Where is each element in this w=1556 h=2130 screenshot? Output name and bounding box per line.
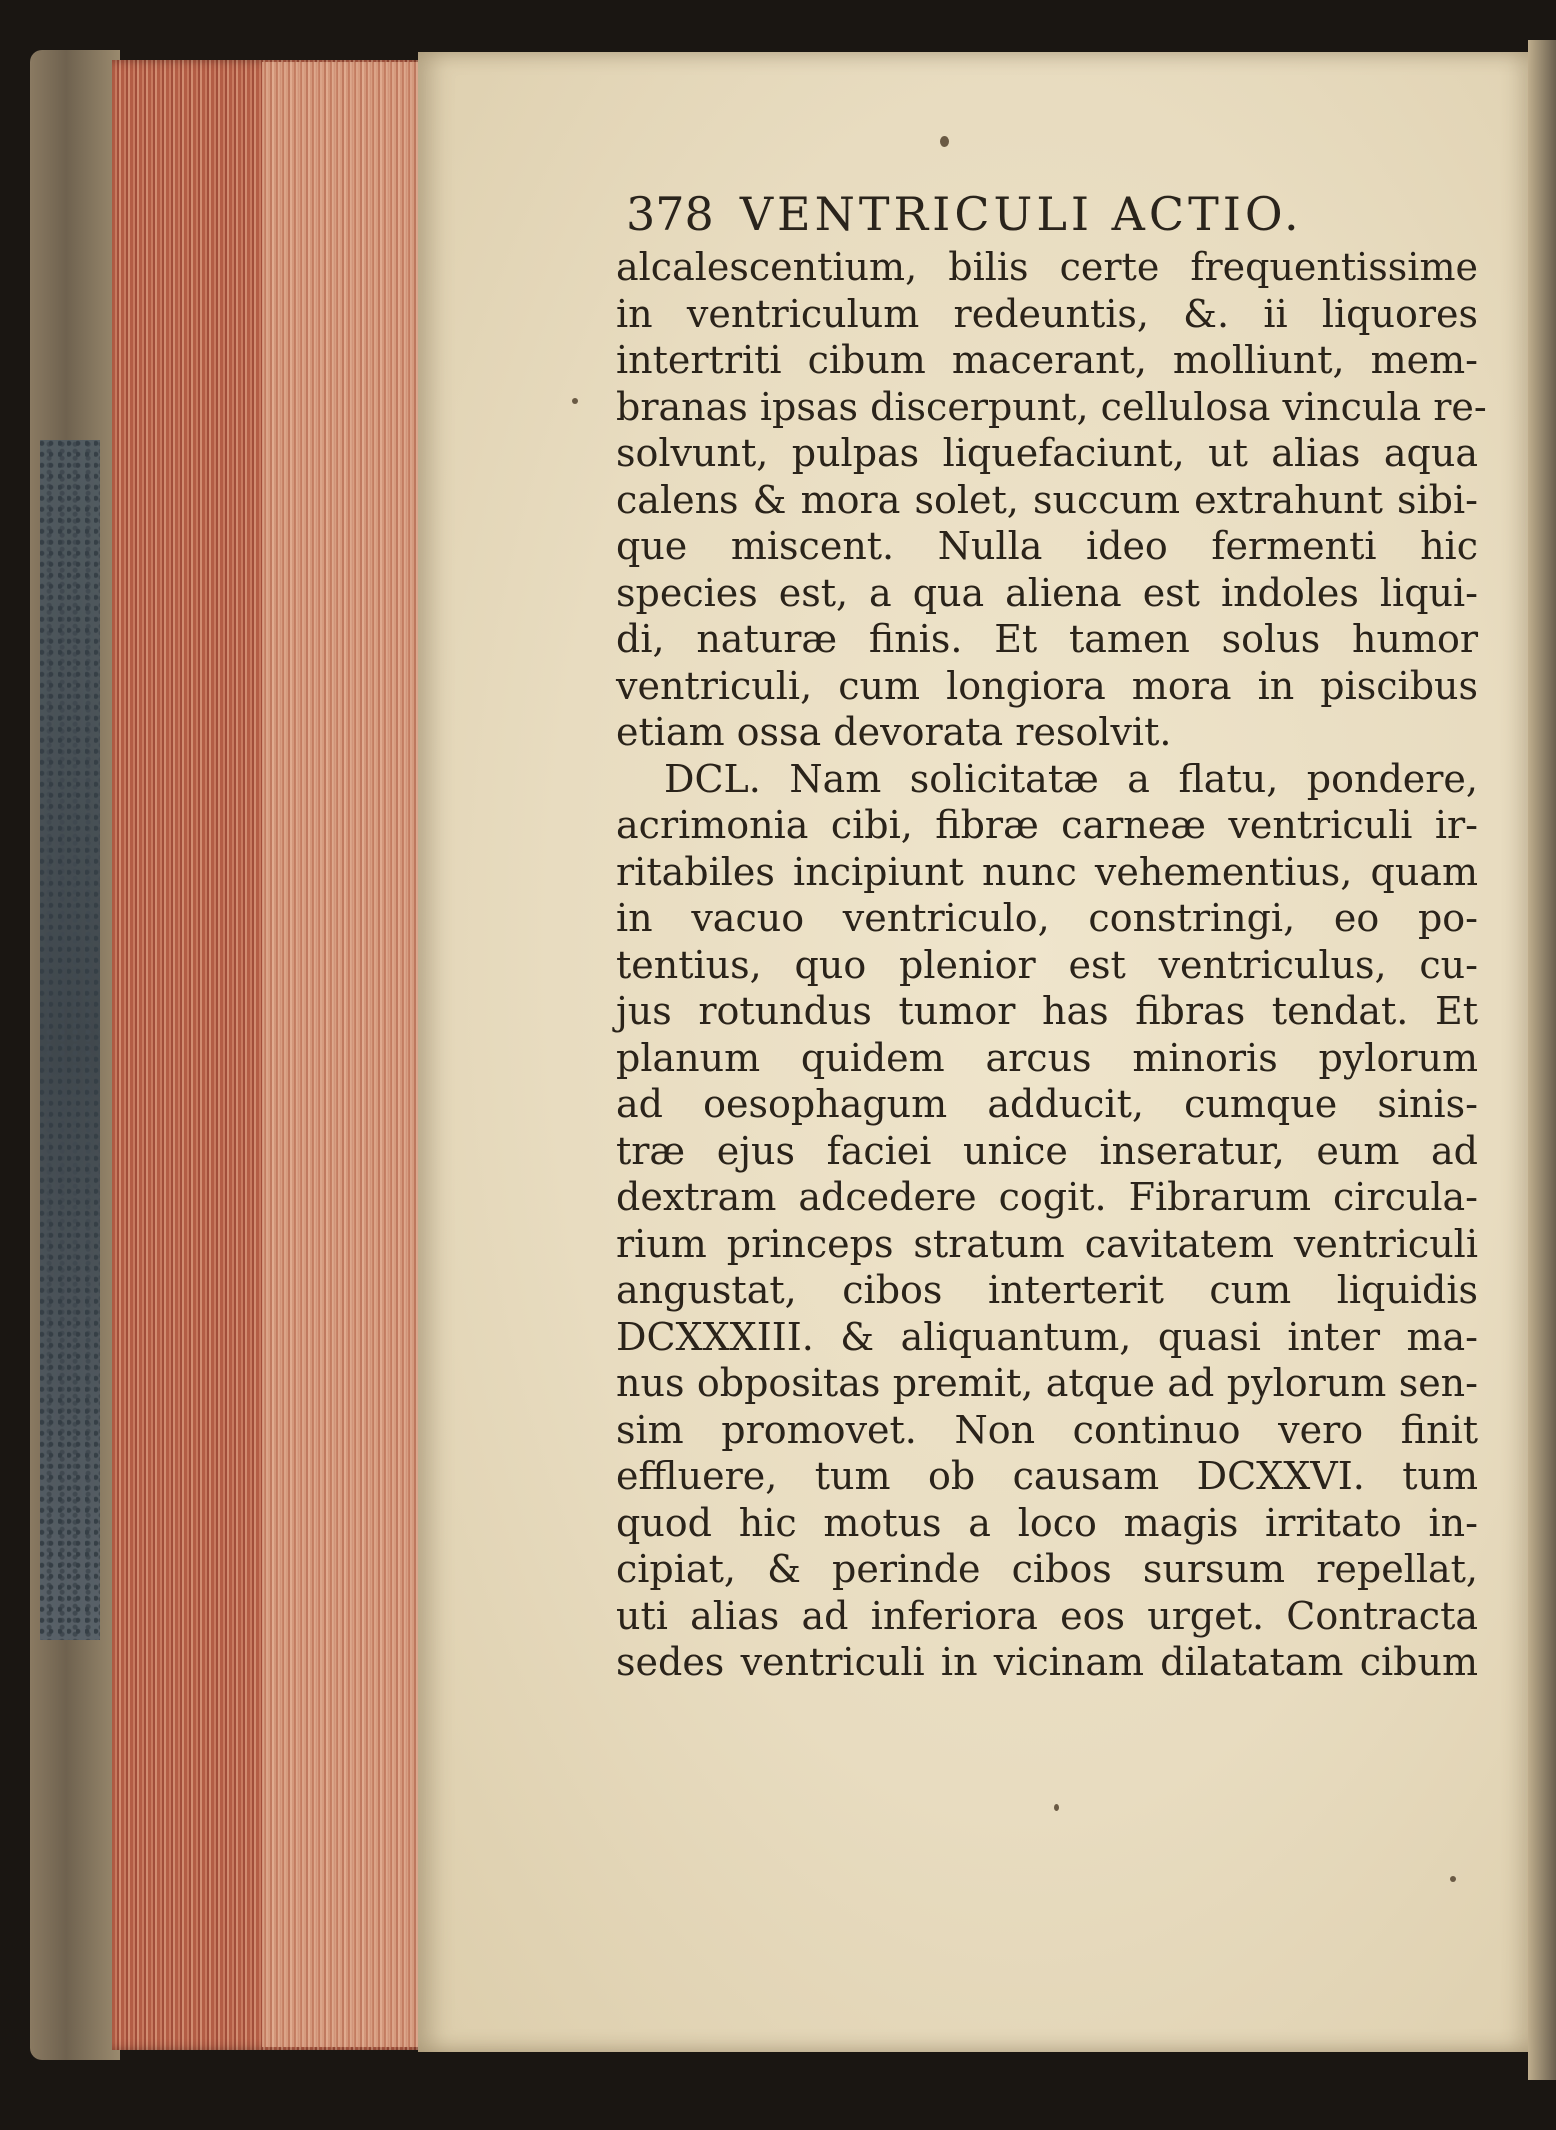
text-line: intertriti cibum macerant, molliunt, mem- bbox=[616, 338, 1478, 382]
text-line: di, naturæ finis. Et tamen solus humor bbox=[616, 617, 1478, 661]
ink-speck bbox=[572, 398, 578, 404]
ink-speck bbox=[1450, 1876, 1456, 1882]
text-line: uti alias ad inferiora eos urget. Contracta bbox=[616, 1593, 1478, 1638]
page-edges-inner bbox=[262, 62, 422, 2047]
section-start-line: DCL. Nam solicitatæ a flatu, pondere, bbox=[664, 756, 1478, 801]
running-title: VENTRICULI ACTIO. bbox=[739, 187, 1303, 241]
text-line: ad oesophagum adducit, cumque sinis- bbox=[616, 1082, 1478, 1126]
text-line: dextram adcedere cogit. Fibrarum circula- bbox=[616, 1175, 1478, 1219]
text-line: nus obpositas premit, atque ad pylorum sen- bbox=[616, 1361, 1478, 1405]
text-line: træ ejus faciei unice inseratur, eum ad bbox=[616, 1128, 1478, 1173]
text-line: in ventriculum redeuntis, &. ii liquores bbox=[616, 291, 1478, 336]
text-line: DCXXXIII. & aliquantum, quasi inter ma- bbox=[616, 1314, 1478, 1359]
text-line: cipiat, & perinde cibos sursum repellat, bbox=[616, 1547, 1478, 1591]
text-line: sim promovet. Non continuo vero finit bbox=[616, 1407, 1478, 1452]
text-line: ventriculi, cum longiora mora in piscibus bbox=[616, 663, 1478, 708]
text-line: jus rotundus tumor has fibras tendat. Et bbox=[616, 989, 1478, 1033]
text-line: planum quidem arcus minoris pylorum bbox=[616, 1035, 1478, 1080]
paragraph-end-line: etiam ossa devorata resolvit. bbox=[616, 710, 1172, 754]
page-number: 378 bbox=[626, 187, 714, 241]
text-line: sedes ventriculi in vicinam dilatatam cibum bbox=[616, 1640, 1478, 1684]
text-line: solvunt, pulpas liquefaciunt, ut alias aqua bbox=[616, 431, 1478, 475]
text-line: tentius, quo plenior est ventriculus, cu- bbox=[616, 942, 1478, 987]
page-right-edge bbox=[1528, 40, 1556, 2080]
marbled-cover bbox=[40, 440, 100, 1640]
text-line: species est, a qua aliena est indoles liqui- bbox=[616, 570, 1478, 615]
body-text bbox=[616, 244, 1487, 1686]
text-line: alcalescentium, bilis certe frequentissime bbox=[616, 245, 1478, 289]
ink-speck bbox=[940, 136, 949, 147]
text-line: rium princeps stratum cavitatem ventriculi bbox=[616, 1221, 1478, 1266]
running-header bbox=[626, 184, 1386, 244]
text-line: angustat, cibos interterit cum liquidis bbox=[616, 1268, 1478, 1312]
text-line: in vacuo ventriculo, constringi, eo po- bbox=[616, 896, 1478, 940]
ink-speck bbox=[1054, 1804, 1059, 1811]
text-line: quod hic motus a loco magis irritato in- bbox=[616, 1500, 1478, 1545]
text-line: ritabiles incipiunt nunc vehementius, quam bbox=[616, 849, 1478, 894]
text-line: calens & mora solet, succum extrahunt sibi- bbox=[616, 477, 1478, 522]
text-line: acrimonia cibi, fibræ carneæ ventriculi ir- bbox=[616, 803, 1478, 847]
text-line: effluere, tum ob causam DCXXVI. tum bbox=[616, 1454, 1478, 1498]
text-line: que miscent. Nulla ideo fermenti hic bbox=[616, 524, 1478, 568]
text-line: branas ipsas discerpunt, cellulosa vincula re- bbox=[616, 384, 1487, 429]
